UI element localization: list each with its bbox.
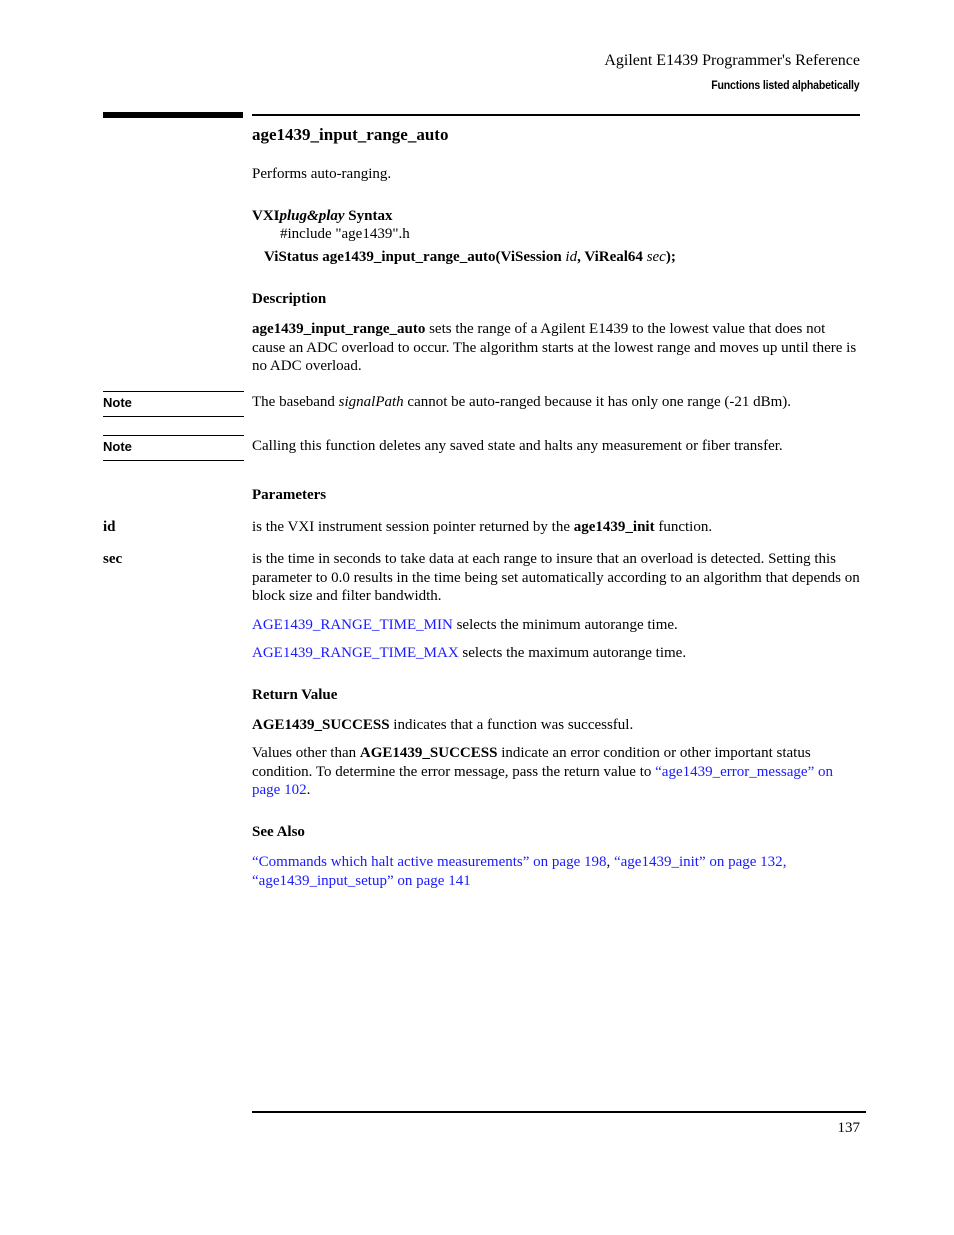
return-value-text: indicates that a function was successful.	[389, 717, 634, 733]
see-also-link-init[interactable]: “age1439_init” on page 132	[613, 854, 783, 870]
header-thick-rule	[103, 112, 243, 118]
param-sec-min	[252, 616, 862, 635]
note-text-2: Calling this function deletes any saved state and halts any measurement or fiber transfer.	[252, 438, 783, 454]
see-also-links	[252, 853, 862, 890]
return-value-text: Values other than	[252, 745, 360, 761]
range-time-min-link[interactable]: AGE1439_RANGE_TIME_MIN	[252, 617, 453, 633]
note-text-1	[252, 393, 862, 412]
param-desc-bold: age1439_init	[573, 519, 655, 535]
note-text-part: The baseband	[252, 394, 339, 410]
range-time-max-link[interactable]: AGE1439_RANGE_TIME_MAX	[252, 645, 459, 661]
param-desc-part: function.	[654, 519, 713, 535]
note-label: Note	[103, 395, 132, 410]
syntax-heading-prefix: VXI	[252, 208, 280, 224]
running-header-subtitle: Functions listed alphabetically	[711, 78, 860, 92]
note-label: Note	[103, 439, 132, 454]
return-value-p1	[252, 716, 862, 735]
return-value-heading: Return Value	[252, 687, 338, 703]
param-name-id: id	[103, 519, 116, 535]
sig-part1: ViStatus age1439_input_range_auto(ViSession	[264, 249, 566, 265]
param-name-sec: sec	[103, 551, 123, 567]
footer-rule	[252, 1111, 866, 1113]
see-also-link-input-setup[interactable]: “age1439_input_setup” on page 141	[252, 872, 471, 889]
syntax-signature	[264, 248, 864, 267]
note-label-box-2	[103, 435, 244, 461]
return-value-text: indicate an error condition or other important status condition. To determine the error message, pass the return value to	[252, 745, 811, 780]
see-also-link-halt-commands[interactable]: “Commands which halt active measurements” on page 198	[252, 854, 607, 870]
header-thin-rule	[252, 114, 860, 116]
function-summary: Performs auto-ranging.	[252, 166, 392, 182]
parameters-heading: Parameters	[252, 487, 327, 503]
syntax-include: #include "age1439".h	[280, 226, 410, 242]
sig-id: id	[565, 249, 578, 265]
see-also-separator: ,	[782, 854, 787, 870]
see-also-separator: ,	[606, 854, 614, 870]
description-body: sets the range of a Agilent E1439 to the lowest value that does not cause an ADC overload to occur. The algorithm starts at the lowest range and moves up until there is no ADC overload.	[252, 321, 857, 374]
syntax-heading	[252, 207, 862, 226]
sig-part2: , ViReal64	[577, 249, 647, 265]
param-sec-max	[252, 644, 862, 663]
note-text-italic: signalPath	[338, 394, 404, 410]
page-number: 137	[837, 1120, 860, 1136]
error-message-link[interactable]: “age1439_error_message” on page 102	[252, 763, 833, 798]
note-text-part: cannot be auto-ranged because it has only one range (-21 dBm).	[403, 394, 792, 410]
syntax-heading-suffix: Syntax	[344, 208, 393, 224]
sig-part3: );	[665, 249, 676, 265]
function-title: age1439_input_range_auto	[252, 125, 449, 144]
syntax-heading-italic: plug&play	[279, 208, 345, 224]
return-value-constant: AGE1439_SUCCESS	[252, 717, 390, 733]
description-heading: Description	[252, 291, 327, 307]
return-value-text: .	[306, 782, 311, 798]
see-also-heading: See Also	[252, 824, 305, 840]
param-desc-id	[252, 518, 862, 537]
note-label-box-1	[103, 391, 244, 417]
return-value-p2	[252, 744, 862, 800]
param-desc-part: is the VXI instrument session pointer returned by the	[252, 519, 574, 535]
range-time-max-text: selects the maximum autorange time.	[458, 645, 687, 661]
description-lead: age1439_input_range_auto	[252, 321, 426, 337]
return-value-constant: AGE1439_SUCCESS	[359, 745, 498, 761]
sig-sec: sec	[646, 249, 666, 265]
description-text	[252, 320, 862, 376]
running-header-title: Agilent E1439 Programmer's Reference	[604, 52, 860, 69]
param-desc-sec: is the time in seconds to take data at each range to insure that an overload is detected. Setting this parameter to 0.0 results in the time being set automatically according to an algorithm that depends on block size and filter bandwidth.	[252, 551, 860, 604]
range-time-min-text: selects the minimum autorange time.	[452, 617, 678, 633]
